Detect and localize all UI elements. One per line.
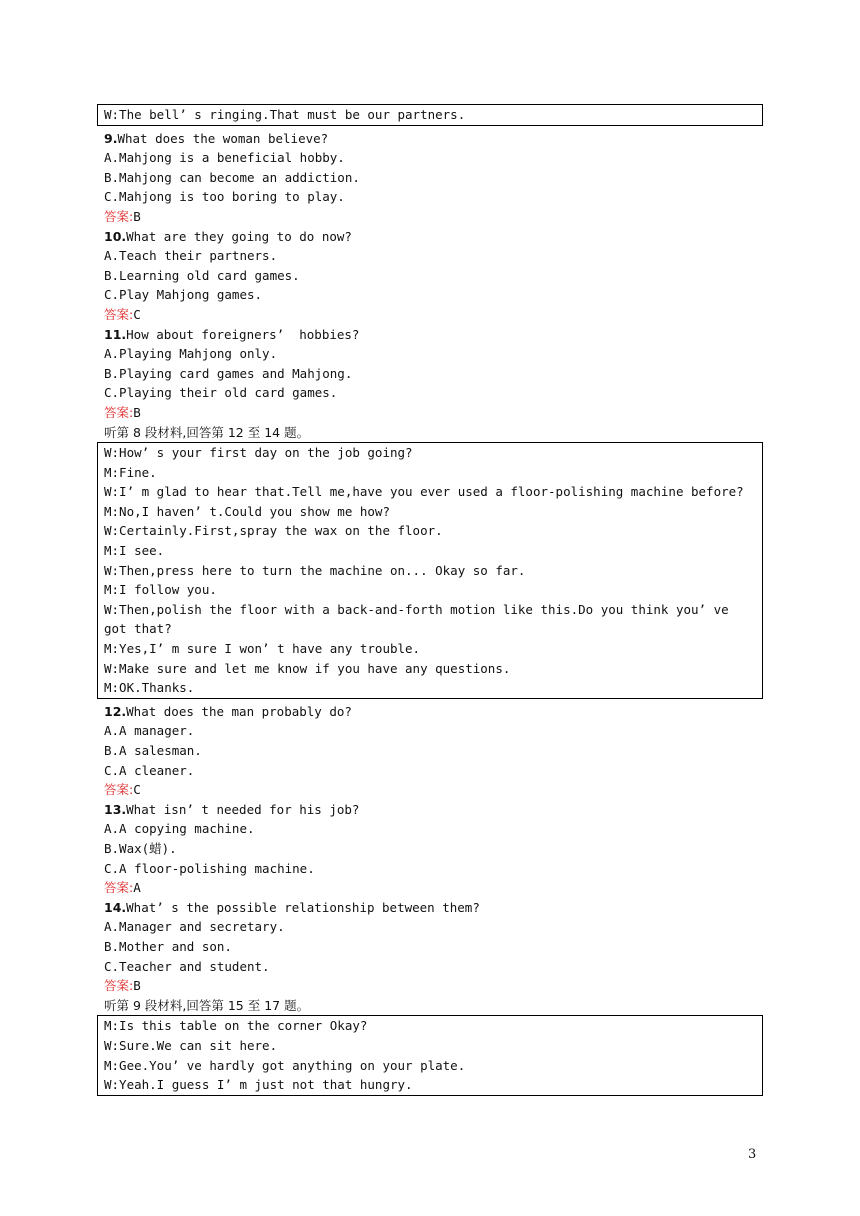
option-a: A.Playing Mahjong only. <box>104 346 278 362</box>
option-a: A.A copying machine. <box>104 821 255 837</box>
question-stem <box>104 800 763 820</box>
transcript-line: W:The bell’ s ringing.That must be our partners. <box>104 107 466 122</box>
answer-value: C <box>133 306 141 322</box>
question-stem <box>104 227 763 247</box>
option-b: B.Playing card games and Mahjong. <box>104 365 353 381</box>
question-text: What isn’ t needed for his job? <box>126 801 360 817</box>
question-number: 14. <box>104 899 127 915</box>
section-heading-9: 听第 9 段材料,回答第 15 至 17 题。 <box>104 997 310 1013</box>
question-stem <box>104 702 763 722</box>
question-stem <box>104 325 763 345</box>
answer-value: C <box>133 782 141 798</box>
transcript-box-3 <box>97 1015 763 1095</box>
question-number: 11. <box>104 326 127 342</box>
option-c: C.Mahjong is too boring to play. <box>104 189 345 205</box>
answer-label: 答案: <box>104 782 134 798</box>
option-b: B.Mother and son. <box>104 938 232 954</box>
option-b: B.Mahjong can become an addiction. <box>104 169 360 185</box>
option-a: A.A manager. <box>104 723 195 739</box>
answer-line <box>104 780 763 800</box>
transcript-line: M:OK.Thanks. <box>104 680 195 696</box>
option-a: A.Manager and secretary. <box>104 919 285 935</box>
option-a: A.Mahjong is a beneficial hobby. <box>104 150 345 166</box>
answer-line <box>104 976 763 996</box>
option-b: B.Learning old card games. <box>104 267 300 283</box>
page-number: 3 <box>748 1147 757 1162</box>
transcript-line: M:I see. <box>104 543 165 559</box>
question-text: What does the man probably do? <box>126 703 352 719</box>
question-14 <box>97 898 763 1016</box>
transcript-line: M:I follow you. <box>104 582 217 598</box>
document-page <box>97 104 763 1096</box>
transcript-line: W:Sure.We can sit here. <box>104 1037 278 1053</box>
question-11 <box>97 325 763 443</box>
question-text: How about foreigners’ hobbies? <box>126 326 360 342</box>
transcript-line: W:Then,polish the floor with a back-and-forth motion like this.Do you think you’ ve <box>104 601 729 617</box>
transcript-line: M:Fine. <box>104 464 157 480</box>
question-number: 9. <box>104 130 118 146</box>
option-a: A.Teach their partners. <box>104 248 278 264</box>
transcript-line: W:Certainly.First,spray the wax on the floor. <box>104 523 443 539</box>
transcript-line: M:No,I haven’ t.Could you show me how? <box>104 503 390 519</box>
transcript-line: W:I’ m glad to hear that.Tell me,have you ever used a floor-polishing machine before? <box>104 484 744 500</box>
transcript-line: W:Make sure and let me know if you have any questions. <box>104 660 511 676</box>
option-b: B.Wax(蜡). <box>104 840 177 856</box>
question-number: 12. <box>104 703 127 719</box>
question-text: What does the woman believe? <box>117 130 329 146</box>
transcript-line: W:How’ s your first day on the job going? <box>104 445 413 461</box>
transcript-line: M:Is this table on the corner Okay? <box>104 1018 368 1034</box>
transcript-line: W:Yeah.I guess I’ m just not that hungry. <box>104 1077 413 1093</box>
question-9 <box>97 129 763 227</box>
answer-value: B <box>133 978 141 994</box>
question-12 <box>97 702 763 800</box>
option-c: C.Play Mahjong games. <box>104 287 263 303</box>
section-heading-8: 听第 8 段材料,回答第 12 至 14 题。 <box>104 424 310 440</box>
transcript-line: M:Gee.You’ ve hardly got anything on your plate. <box>104 1057 466 1073</box>
answer-line <box>104 878 763 898</box>
question-stem <box>104 129 763 149</box>
question-text: What are they going to do now? <box>126 228 352 244</box>
answer-label: 答案: <box>104 880 134 896</box>
transcript-line: W:Then,press here to turn the machine on... Okay so far. <box>104 562 526 578</box>
question-number: 10. <box>104 228 127 244</box>
question-text: What’ s the possible relationship between them? <box>126 899 480 915</box>
answer-label: 答案: <box>104 306 134 322</box>
answer-line <box>104 403 763 423</box>
answer-label: 答案: <box>104 208 134 224</box>
answer-line <box>104 207 763 227</box>
transcript-box-1 <box>97 104 763 126</box>
answer-label: 答案: <box>104 978 134 994</box>
answer-value: B <box>133 208 141 224</box>
option-b: B.A salesman. <box>104 743 202 758</box>
question-number: 13. <box>104 801 127 817</box>
transcript-line: M:Yes,I’ m sure I won’ t have any trouble. <box>104 641 421 657</box>
transcript-line: got that? <box>104 621 172 637</box>
option-c: C.Playing their old card games. <box>104 385 338 401</box>
option-c: C.A cleaner. <box>104 762 195 778</box>
transcript-box-2 <box>97 442 763 699</box>
option-c: C.A floor-polishing machine. <box>104 860 315 876</box>
answer-value: A <box>133 880 141 896</box>
answer-line <box>104 305 763 325</box>
answer-label: 答案: <box>104 404 134 420</box>
question-13 <box>97 800 763 898</box>
question-10 <box>97 227 763 325</box>
question-stem <box>104 898 763 918</box>
option-c: C.Teacher and student. <box>104 958 270 974</box>
answer-value: B <box>133 404 141 420</box>
